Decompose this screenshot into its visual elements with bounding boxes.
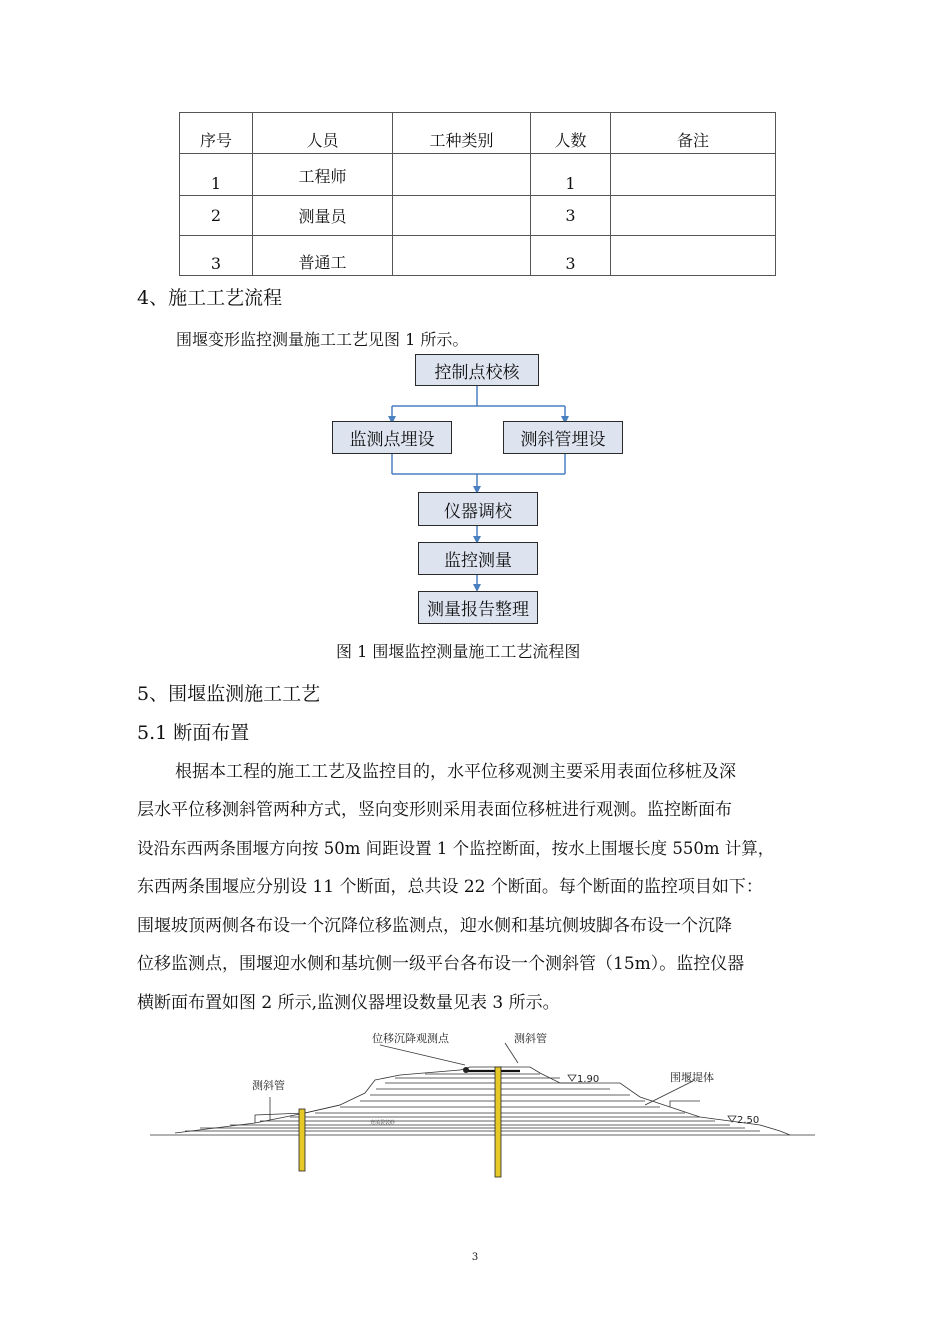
table-cell: 1 (210, 174, 222, 193)
section-5-heading: 5、围堰监测施工工艺 (137, 683, 321, 705)
label-settlement-point: 位移沉降观测点 (372, 1032, 449, 1045)
figure-1-caption: 图 1 围堰监控测量施工工艺流程图 (336, 642, 581, 661)
label-inclinometer-left: 测斜管 (252, 1079, 285, 1092)
flow-step-control-point-check: 控制点校核 (415, 354, 539, 386)
label-fill-bag: 充填袋装砂 (370, 1120, 396, 1126)
flow-step-monitoring-survey: 监控测量 (418, 542, 538, 575)
paragraph-line: 设沿东西两条围堰方向按 50m 间距设置 1 个监控断面，按水上围堰长度 550m 计算， (137, 839, 775, 858)
paragraph-line: 东西两条围堰应分别设 11 个断面，总共设 22 个断面。每个断面的监控项目如下： (137, 877, 763, 897)
section-4-intro: 围堰变形监控测量施工工艺见图 1 所示。 (176, 330, 469, 349)
paragraph-line: 位移监测点，围堰迎水侧和基坑侧一级平台各布设一个测斜管（15m）。监控仪器 (137, 954, 745, 974)
label-elevation-right: 2.50 (737, 1115, 760, 1126)
section-5-1-heading: 5.1 断面布置 (137, 722, 250, 744)
header-cell-personnel: 人员 (306, 131, 339, 150)
label-elevation-top: 1.90 (577, 1074, 600, 1085)
table-cell: 1 (565, 174, 576, 193)
paragraph-line: 围堰坡顶两侧各布设一个沉降位移监测点，迎水侧和基坑侧坡脚各布设一个沉降 (137, 916, 732, 936)
flow-step-monitor-point-install: 监测点埋设 (332, 421, 452, 454)
table-cell: 测量员 (298, 207, 347, 226)
header-cell-count: 人数 (554, 131, 587, 150)
section-4-heading: 4、施工工艺流程 (137, 287, 283, 309)
paragraph-line: 横断面布置如图 2 所示,监测仪器埋设数量见表 3 所示。 (137, 993, 560, 1013)
table-cell: 3 (565, 206, 576, 225)
table-cell: 3 (210, 254, 222, 273)
table-cell: 工程师 (298, 167, 347, 186)
cofferdam-cross-section-diagram (140, 1025, 820, 1180)
label-cofferdam-body: 围堰堤体 (670, 1071, 714, 1084)
table-cell: 2 (210, 206, 222, 225)
header-cell-remark: 备注 (676, 131, 709, 150)
paragraph-line: 根据本工程的施工工艺及监控目的，水平位移观测主要采用表面位移桩及深 (175, 762, 736, 782)
paragraph-line: 层水平位移测斜管两种方式，竖向变形则采用表面位移桩进行观测。监控断面布 (137, 800, 732, 820)
label-inclinometer-right: 测斜管 (514, 1032, 547, 1045)
flow-step-report-compilation: 测量报告整理 (418, 591, 538, 624)
inclinometer-pipe-left (299, 1109, 305, 1171)
flow-step-inclinometer-install: 测斜管埋设 (503, 421, 623, 454)
header-cell-index: 序号 (199, 131, 232, 150)
inclinometer-pipe-right (495, 1067, 501, 1177)
table-cell: 普通工 (298, 253, 347, 272)
header-cell-trade: 工种类别 (429, 131, 494, 150)
page-number: 3 (471, 1252, 479, 1263)
flow-step-instrument-calibration: 仪器调校 (418, 492, 538, 526)
table-cell: 3 (565, 254, 576, 273)
settlement-point-marker (463, 1067, 469, 1073)
